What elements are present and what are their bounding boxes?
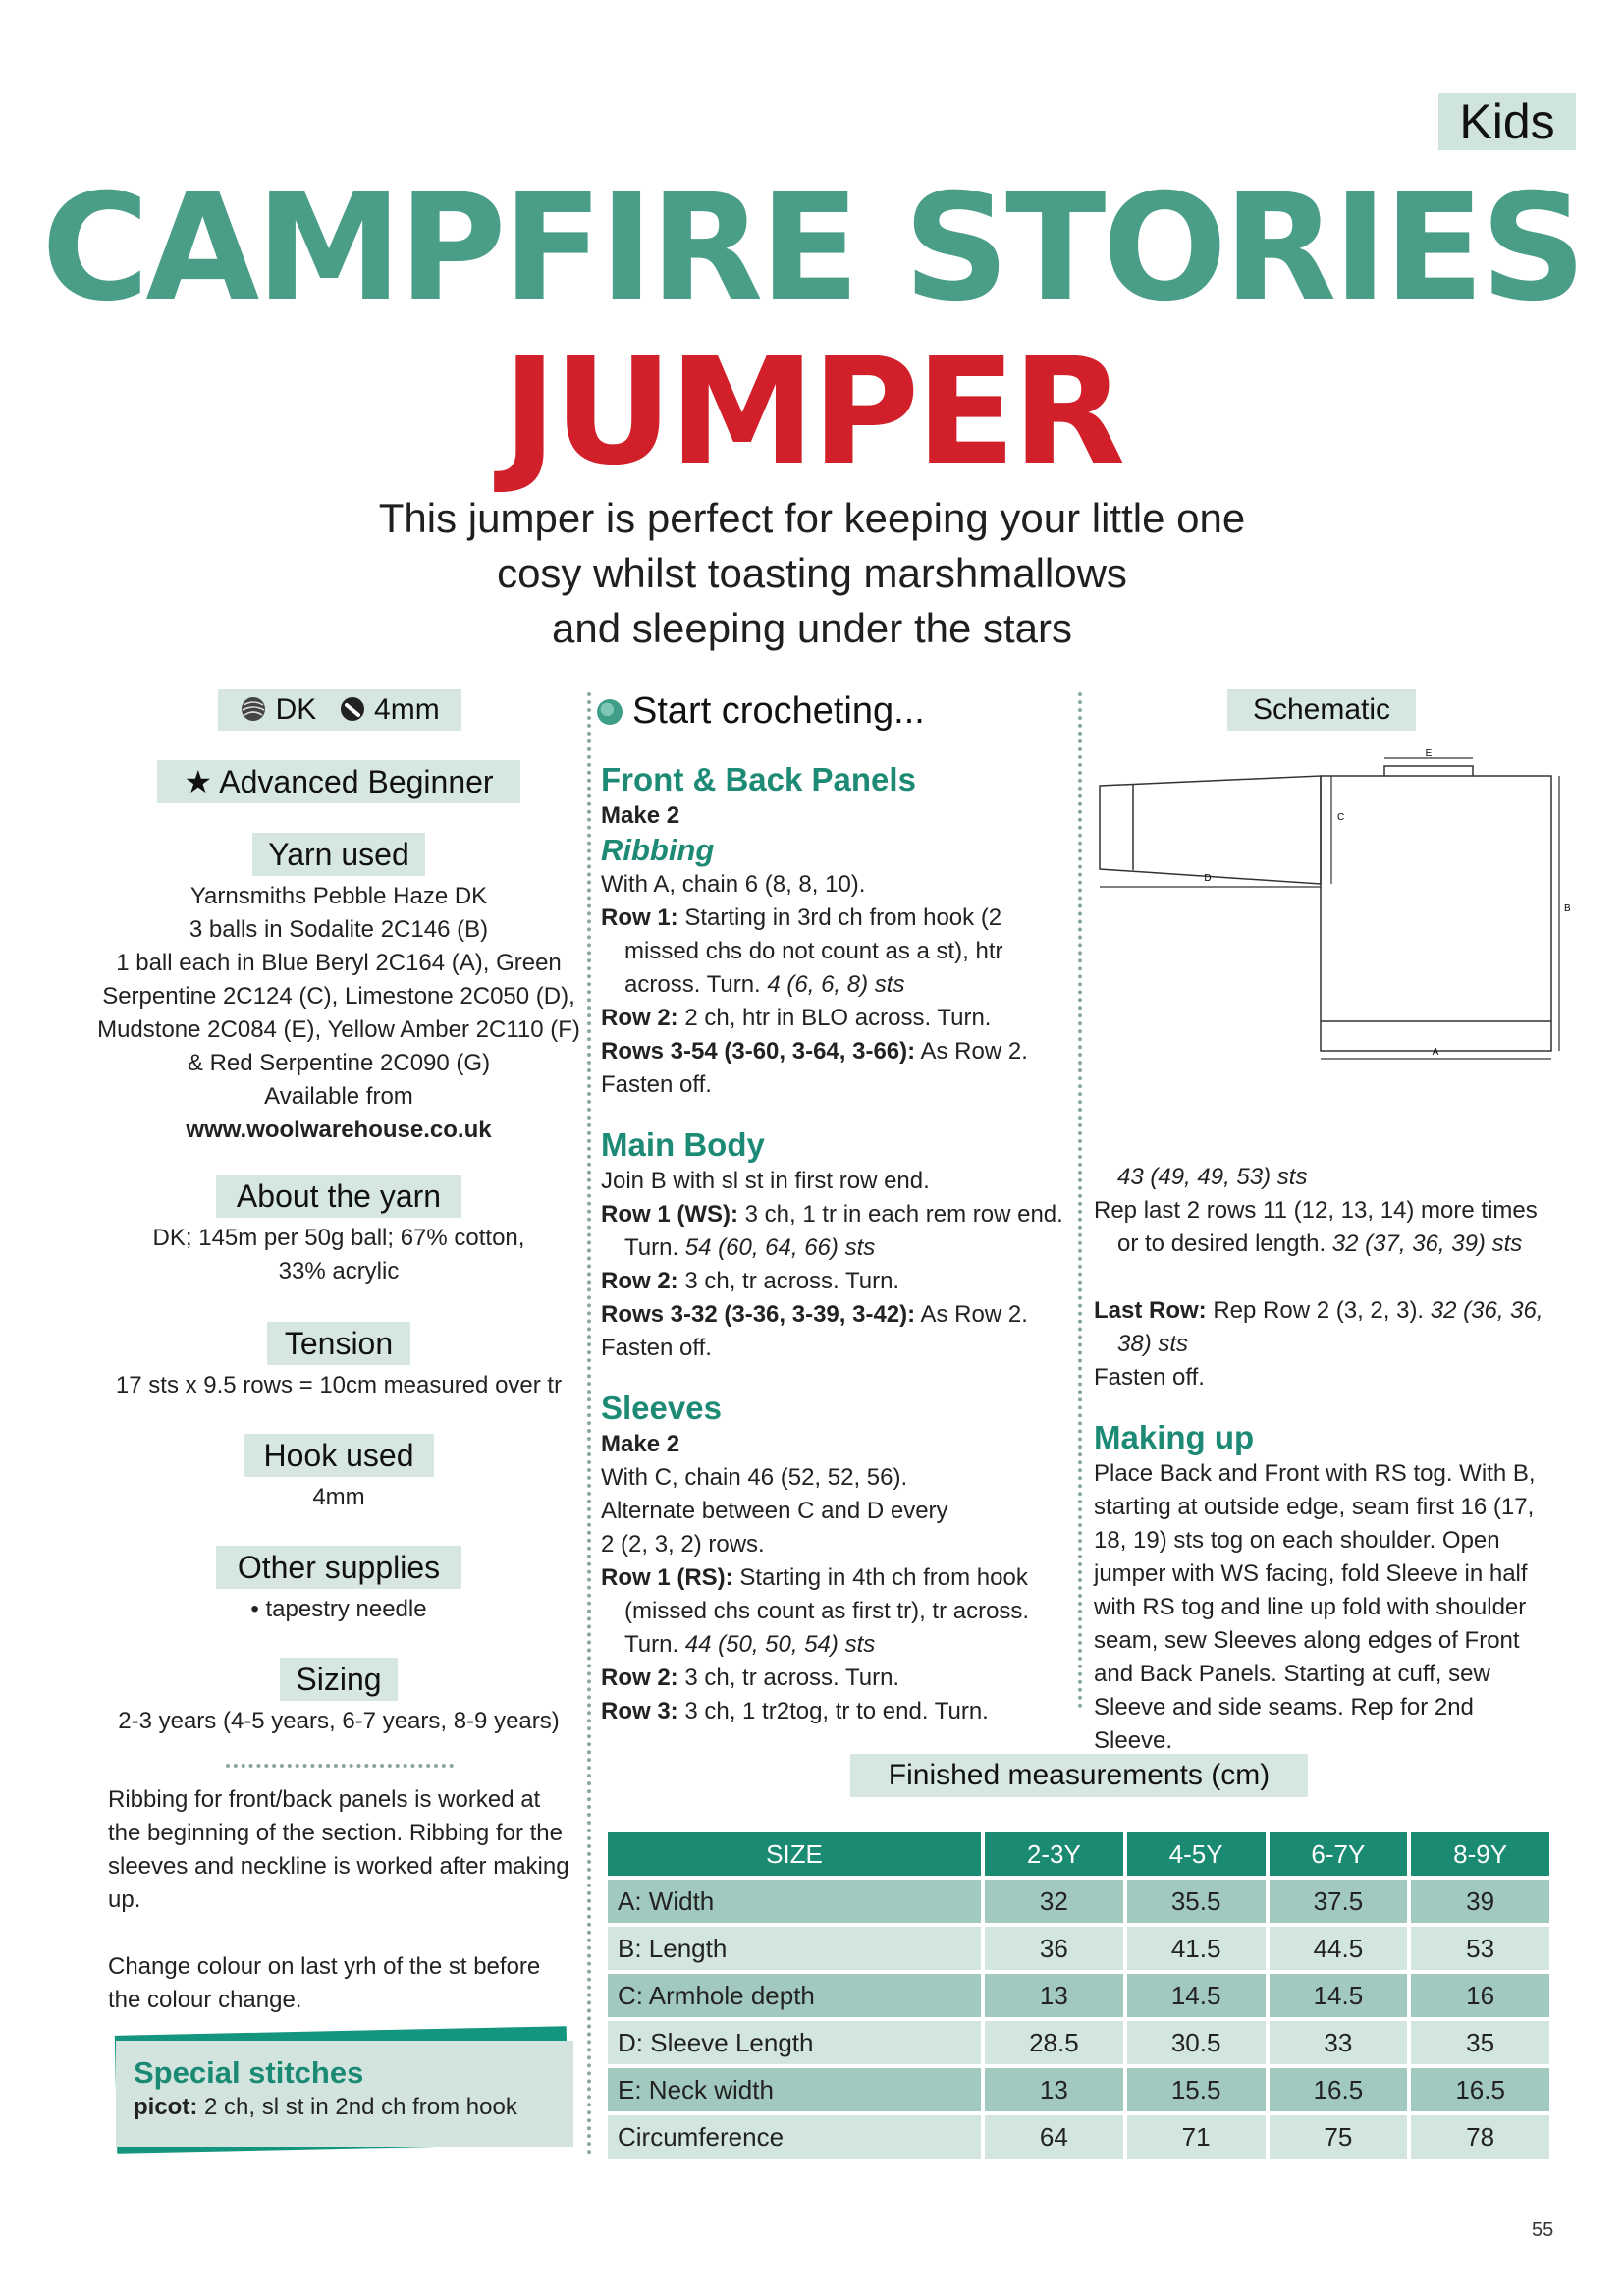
cell: 13 [985, 2068, 1123, 2111]
column-header: 8-9Y [1411, 1832, 1549, 1876]
tension-text: 17 sts x 9.5 rows = 10cm measured over tr [115, 1372, 563, 1398]
sleeves-heading: Sleeves [601, 1390, 722, 1426]
yarn-line: Available from [264, 1083, 413, 1110]
measurements-table [604, 1829, 1553, 2162]
cell: 75 [1270, 2115, 1408, 2159]
measurements-heading: Finished measurements (cm) [850, 1754, 1308, 1797]
schematic-heading: Schematic [1227, 689, 1416, 731]
star-icon: ★ [184, 764, 213, 799]
instruction-row: Row 2: 3 ch, tr across. Turn. [601, 1268, 900, 1294]
yarn-line: Yarnsmiths Pebble Haze DK [189, 883, 488, 909]
table-header-row [608, 1832, 1549, 1876]
instruction-row: Rows 3-32 (3-36, 3-39, 3-42): As Row 2. [601, 1301, 1028, 1328]
column-header: 2-3Y [985, 1832, 1123, 1876]
sizing-text: 2-3 years (4-5 years, 6-7 years, 8-9 years) [118, 1708, 560, 1734]
hook-icon [339, 695, 366, 723]
sizing-heading: Sizing [280, 1658, 398, 1701]
instruction-row: Rows 3-54 (3-60, 3-64, 3-66): As Row 2. [601, 1038, 1028, 1065]
yarn-line: Mudstone 2C084 (E), Yellow Amber 2C110 (F) [97, 1016, 580, 1043]
column-header: 6-7Y [1270, 1832, 1408, 1876]
cell: 39 [1411, 1880, 1549, 1923]
table-row [608, 2068, 1549, 2111]
cell: 64 [985, 2115, 1123, 2159]
other-supplies-text: • tapestry needle [250, 1596, 427, 1622]
special-stitch-term: picot: [134, 2094, 198, 2120]
cell: 13 [985, 1974, 1123, 2017]
sidebar-divider [226, 1764, 454, 1768]
instruction-row: Row 2: 3 ch, tr across. Turn. [601, 1665, 900, 1691]
making-up-text: Place Back and Front with RS tog. With B, starting at outside edge, seam first 16 (17, 18, 19) sts tog on each shoulder. Open jumper with WS facing, fold Sleeve in half with RS tog and line up fold with shoulder seam, sew Sleeves along edges of Front and Back Panels. Starting at cuff, sew Sleeve and side seams. Rep for 2nd Sleeve. [1094, 1460, 1536, 1754]
start-crocheting-text: Start crocheting... [632, 690, 925, 732]
row-label: C: Armhole depth [608, 1974, 981, 2017]
sleeves-make: Make 2 [601, 1431, 680, 1457]
table-row [608, 1927, 1549, 1970]
cell: 35.5 [1127, 1880, 1266, 1923]
about-yarn-heading: About the yarn [216, 1175, 461, 1218]
instruction-row: Row 2: 2 ch, htr in BLO across. Turn. [601, 1005, 992, 1031]
cell: 15.5 [1127, 2068, 1266, 2111]
yarn-ball-icon [240, 695, 267, 723]
instruction: Join B with sl st in first row end. [601, 1168, 930, 1194]
table-row [608, 1880, 1549, 1923]
body-outline [1321, 766, 1551, 1051]
yarn-line: Serpentine 2C124 (C), Limestone 2C050 (D), [102, 983, 575, 1010]
schematic-label-b: B [1564, 903, 1571, 914]
stockist-link[interactable]: www.woolwarehouse.co.uk [186, 1117, 492, 1143]
row-label: D: Sleeve Length [608, 2021, 981, 2064]
cell: 53 [1411, 1927, 1549, 1970]
making-up-heading: Making up [1094, 1419, 1255, 1455]
about-yarn-text [93, 1222, 584, 1288]
other-supplies-heading: Other supplies [216, 1546, 461, 1589]
instruction-row: Row 1 (RS): Starting in 4th ch from hook (missed chs count as first tr), tr across. Turn. 44 (50, 50, 54) sts [601, 1564, 1030, 1658]
cell: 30.5 [1127, 2021, 1266, 2064]
row-label: E: Neck width [608, 2068, 981, 2111]
skill-level-pill [157, 760, 520, 803]
yarn-weight-hook-pill [218, 689, 461, 731]
table-row [608, 2021, 1549, 2064]
cell: 37.5 [1270, 1880, 1408, 1923]
schematic-label-d: D [1204, 873, 1212, 884]
special-stitches-heading: Special stitches [134, 2055, 364, 2090]
cell: 16 [1411, 1974, 1549, 2017]
page-title-line1: CAMPFIRE STORIES [41, 163, 1583, 334]
table-row [608, 2115, 1549, 2159]
row-label: B: Length [608, 1927, 981, 1970]
table-row [608, 1974, 1549, 2017]
cell: 71 [1127, 2115, 1266, 2159]
yarn-weight: DK [275, 693, 317, 726]
note-ribbing: Ribbing for front/back panels is worked at the beginning of the section. Ribbing for the sleeves and neckline is worked after making up. [108, 1786, 569, 1913]
intro-text [0, 491, 1624, 656]
cell: 28.5 [985, 2021, 1123, 2064]
cell: 78 [1411, 2115, 1549, 2159]
instruction: Fasten off. [1094, 1364, 1205, 1391]
instruction: 2 (2, 3, 2) rows. [601, 1531, 765, 1558]
cell: 32 [985, 1880, 1123, 1923]
instruction-row: Row 1 (WS): 3 ch, 1 tr in each rem row end. Turn. 54 (60, 64, 66) sts [601, 1201, 1063, 1261]
row-label: Circumference [608, 2115, 981, 2159]
special-stitch-def: 2 ch, sl st in 2nd ch from hook [197, 2094, 517, 2120]
instruction: Alternate between C and D every [601, 1498, 948, 1524]
schematic-label-a: A [1432, 1047, 1439, 1058]
hook-used-text: 4mm [312, 1484, 365, 1510]
skill-level: Advanced Beginner [219, 764, 494, 799]
cell: 36 [985, 1927, 1123, 1970]
column-header: SIZE [608, 1832, 981, 1876]
cell: 41.5 [1127, 1927, 1266, 1970]
ribbing-heading: Ribbing [601, 833, 715, 867]
about-line: 33% acrylic [278, 1258, 400, 1285]
page-number: 55 [1532, 2219, 1554, 2241]
instruction-row: Row 3: 3 ch, 1 tr2tog, tr to end. Turn. [601, 1698, 989, 1724]
cell: 33 [1270, 2021, 1408, 2064]
main-body-heading: Main Body [601, 1126, 765, 1163]
row-label: A: Width [608, 1880, 981, 1923]
column-header: 4-5Y [1127, 1832, 1266, 1876]
front-back-make: Make 2 [601, 802, 680, 829]
pattern-column-right [1094, 1161, 1553, 1758]
instruction-row: Rep last 2 rows 11 (12, 13, 14) more times or to desired length. 32 (37, 36, 39) sts [1094, 1197, 1538, 1257]
schematic-label-c: C [1337, 812, 1345, 823]
yarn-ball-icon [597, 699, 623, 725]
front-back-heading: Front & Back Panels [601, 761, 916, 797]
instruction: With C, chain 46 (52, 52, 56). [601, 1464, 908, 1491]
yarn-used-text [93, 880, 584, 1147]
yarn-line: & Red Serpentine 2C090 (G) [187, 1050, 491, 1076]
start-crocheting-heading [597, 687, 925, 735]
cell: 16.5 [1411, 2068, 1549, 2111]
notes [108, 1783, 579, 2017]
hook-size: 4mm [374, 693, 440, 726]
hook-used-heading: Hook used [244, 1434, 434, 1477]
instruction-row: Row 1: Starting in 3rd ch from hook (2 missed chs do not count as a st), htr across. Turn. 4 (6, 6, 8) sts [601, 904, 1003, 998]
schematic-label-e: E [1425, 748, 1433, 759]
instruction: Fasten off. [601, 1071, 712, 1098]
yarn-used-heading: Yarn used [252, 833, 425, 876]
cell: 35 [1411, 2021, 1549, 2064]
cell: 14.5 [1270, 1974, 1408, 2017]
section-tag: Kids [1438, 93, 1576, 150]
cell: 16.5 [1270, 2068, 1408, 2111]
yarn-line: 1 ball each in Blue Beryl 2C164 (A), Green [116, 950, 562, 976]
pattern-column-middle [601, 760, 1070, 1728]
page-title-line2: JUMPER [502, 327, 1122, 498]
schematic-diagram [1090, 746, 1571, 1070]
yarn-line: 3 balls in Sodalite 2C146 (B) [189, 916, 489, 943]
special-stitches-box [116, 2041, 573, 2147]
cell: 14.5 [1127, 1974, 1266, 2017]
tension-heading: Tension [267, 1322, 410, 1365]
cell: 44.5 [1270, 1927, 1408, 1970]
intro-line: cosy whilst toasting marshmallows [497, 550, 1127, 596]
intro-line: This jumper is perfect for keeping your little one [378, 495, 1246, 541]
note-colour: Change colour on last yrh of the st before the colour change. [108, 1953, 541, 2013]
intro-line: and sleeping under the stars [551, 605, 1073, 651]
about-line: DK; 145m per 50g ball; 67% cotton, [152, 1225, 525, 1251]
instruction: With A, chain 6 (8, 8, 10). [601, 871, 866, 898]
column-divider-left [587, 692, 591, 2156]
instruction-row: Last Row: Rep Row 2 (3, 2, 3). 32 (36, 36, 38) sts [1094, 1297, 1543, 1357]
column-divider-right [1078, 692, 1082, 1709]
instruction: Fasten off. [601, 1335, 712, 1361]
stitch-count: 43 (49, 49, 53) sts [1117, 1164, 1308, 1190]
